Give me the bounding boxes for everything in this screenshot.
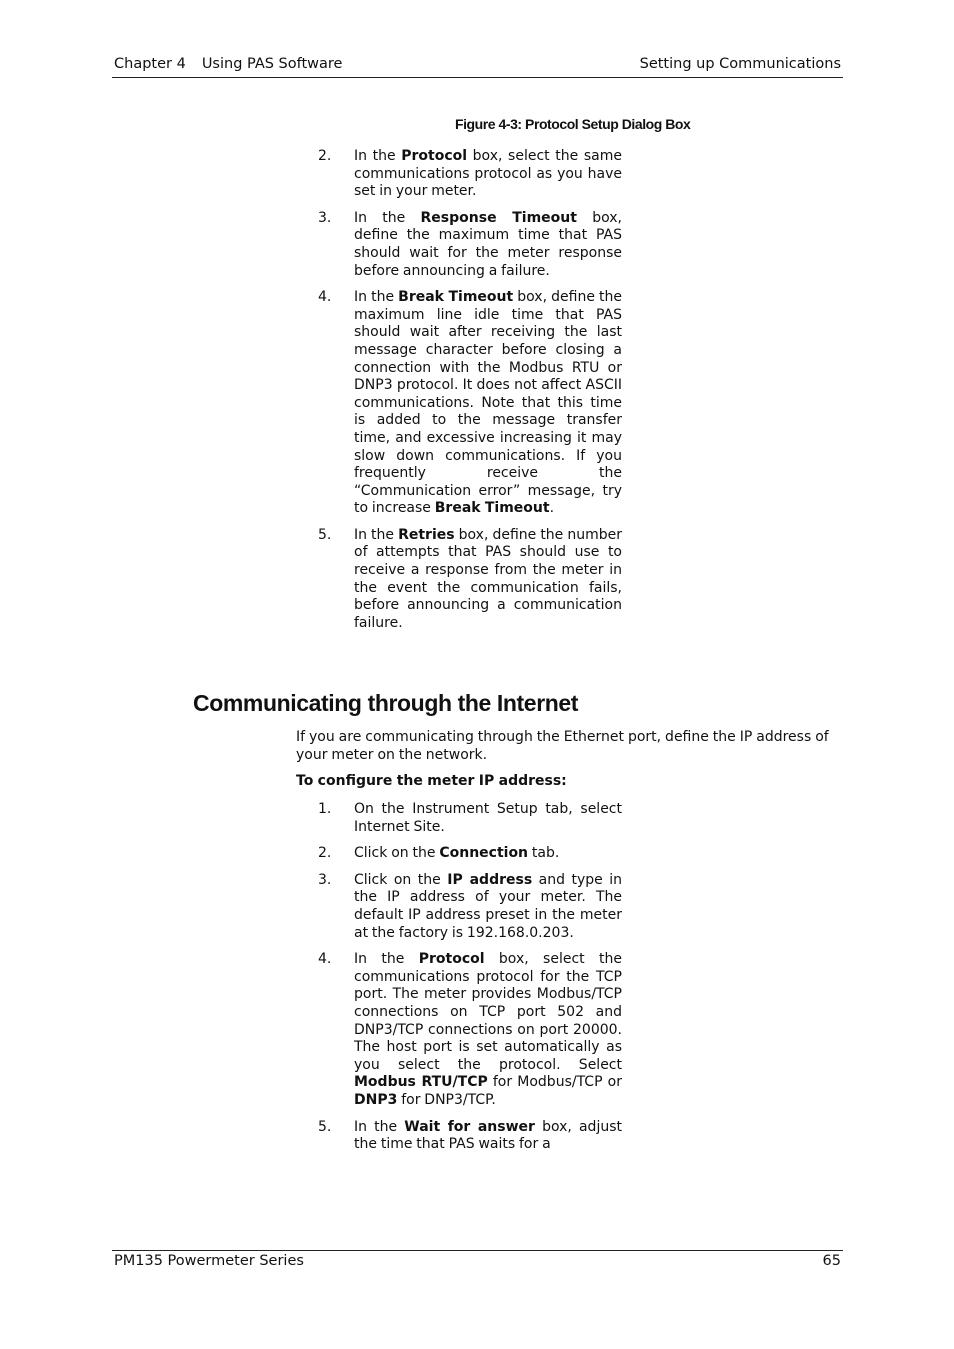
page-header	[112, 55, 843, 78]
list-item-text	[354, 527, 622, 633]
list-item-number: 1.	[318, 801, 332, 817]
list-item	[318, 148, 624, 201]
text-run: box, define the number of attempts that PAS should use to receive a response from the meter in the event the communication fails, before announcing a communication failure.	[354, 526, 622, 631]
bold-term: IP address	[447, 871, 533, 888]
chapter-number: Chapter 4	[114, 56, 186, 72]
list-item-number: 4.	[318, 951, 332, 968]
list-item-number: 2.	[318, 148, 332, 164]
list-item-text	[354, 210, 622, 280]
text-run: box, select the same communications protocol as you have set in your meter.	[354, 148, 622, 200]
text-run: box, adjust the time that PAS waits for a	[354, 1118, 622, 1153]
list-item-text	[354, 845, 622, 863]
bold-term: Wait for answer	[404, 1118, 535, 1135]
list-item-text	[354, 801, 622, 836]
text-run: for DNP3/TCP.	[397, 1091, 496, 1108]
page-number: 65	[822, 1253, 841, 1269]
list-item-number: 5.	[318, 526, 332, 543]
text-run: and type in the IP address of your meter. The default IP address preset in the meter at the factory is 192.168.0.203.	[354, 871, 622, 941]
list-item-number: 3.	[318, 209, 332, 226]
list-item	[318, 951, 624, 1109]
footer-product: PM135 Powermeter Series	[114, 1253, 304, 1269]
bold-term: Connection	[439, 845, 529, 862]
bold-term: Modbus RTU/TCP	[354, 1074, 488, 1091]
text-run: box, define the maximum time that PAS should wait for the meter response before announcing a failure.	[354, 209, 622, 279]
bold-term: DNP3	[354, 1091, 398, 1108]
text-run: In the	[354, 951, 419, 968]
text-run: box, select the communications protocol for the TCP port. The meter provides Modbus/TCP connections on TCP port 502 and DNP3/TCP connections on port 20000. The host port is set automatically as you select the protocol. Select	[354, 951, 622, 1073]
list-item-text	[354, 1119, 622, 1154]
intro-paragraph: If you are communicating through the Ethernet port, define the IP address of your meter on the network.	[296, 729, 829, 763]
text-run: Click on the	[354, 871, 448, 888]
list-item	[318, 872, 624, 942]
bold-term: Response Timeout	[420, 209, 577, 226]
ip-config-steps-list	[318, 801, 624, 1163]
bold-term: Retries	[398, 526, 455, 543]
page-footer	[112, 1250, 843, 1275]
text-run: Click on the	[354, 845, 440, 862]
procedure-title: To configure the meter IP address:	[296, 773, 567, 789]
protocol-steps-list	[318, 148, 624, 641]
text-run: box, define the maximum line idle time that PAS should wait after receiving the last message character before closing a connection with the Modbus RTU or DNP3 protocol. It does not affect ASCII communications. Note that this time is added to the message transfer time, and excessive increasing it may slow down communications. If you frequently receive the “Communication error” message, try to increase	[354, 289, 622, 517]
section-heading: Communicating through the Internet	[193, 690, 579, 716]
text-run: On the Instrument Setup tab, select Internet Site.	[354, 801, 622, 835]
text-run: .	[549, 500, 555, 517]
list-item	[318, 527, 624, 633]
text-run: In the	[354, 209, 421, 226]
list-item-text	[354, 951, 622, 1109]
list-item	[318, 845, 624, 863]
text-run: In the	[354, 148, 402, 164]
text-run: for Modbus/TCP or	[487, 1074, 622, 1091]
list-item	[318, 289, 624, 518]
list-item-number: 5.	[318, 1118, 332, 1135]
list-item	[318, 210, 624, 280]
list-item	[318, 801, 624, 836]
text-run: In the	[354, 289, 399, 306]
chapter-title: Using PAS Software	[201, 56, 343, 72]
header-chapter	[114, 56, 342, 72]
list-item-number: 3.	[318, 871, 332, 888]
figure-caption: Figure 4-3: Protocol Setup Dialog Box	[455, 116, 691, 132]
bold-term: Protocol	[418, 951, 485, 968]
list-item-text	[354, 289, 622, 518]
list-item	[318, 1119, 624, 1154]
list-item-text	[354, 872, 622, 942]
text-run: In the	[354, 1118, 405, 1135]
header-section: Setting up Communications	[639, 56, 841, 72]
list-item-number: 4.	[318, 289, 332, 306]
list-item-text	[354, 148, 622, 201]
bold-term: Break Timeout	[398, 289, 514, 306]
text-run: tab.	[528, 845, 560, 862]
list-item-number: 2.	[318, 845, 332, 862]
bold-term: Protocol	[401, 148, 468, 164]
text-run: In the	[354, 526, 399, 543]
bold-term: Break Timeout	[434, 500, 550, 517]
